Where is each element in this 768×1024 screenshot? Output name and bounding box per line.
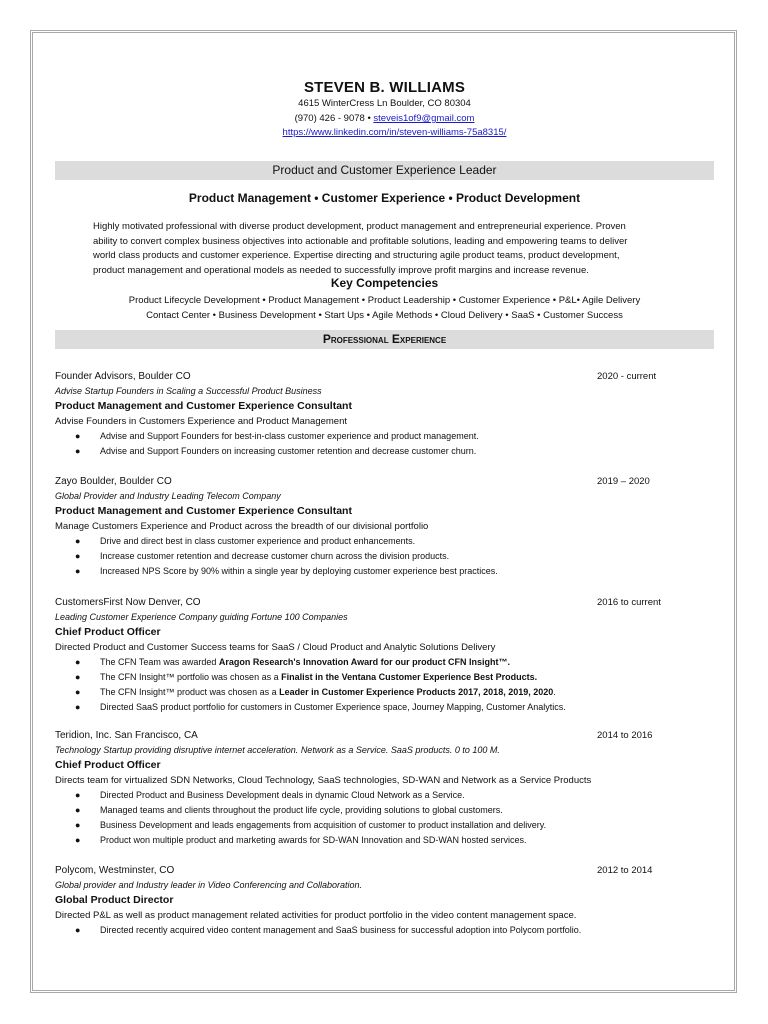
bullet-text: Increased NPS Score by 90% within a single year by deploying customer experience best practices.	[100, 566, 498, 576]
bullet-icon: ●	[75, 536, 81, 546]
bullet-item	[55, 670, 715, 685]
job-title: Product Management and Customer Experience Consultant	[55, 505, 352, 517]
bullet-item	[55, 685, 715, 700]
job-dates: 2012 to 2014	[597, 865, 653, 876]
contact-line	[55, 113, 714, 124]
bullet-highlight: Aragon Research's Innovation Award for our product CFN Insight™.	[218, 657, 511, 667]
job-dates: 2014 to 2016	[597, 730, 653, 741]
bullet-item	[55, 549, 715, 564]
company-description: Technology Startup providing disruptive internet acceleration. Network as a Service. SaaS products. 0 to 100 M.	[55, 745, 500, 755]
job-entry	[55, 369, 715, 459]
bullet-text: The CFN Insight™ portfolio was chosen as a	[100, 672, 282, 682]
bullet-text: Business Development and leads engagements from acquisition of customer to product installation and delivery.	[100, 820, 547, 830]
competencies-line: Contact Center • Business Development • Start Ups • Agile Methods • Cloud Delivery • SaaS • Customer Success	[146, 310, 623, 321]
job-summary: Manage Customers Experience and Product across the breadth of our divisional portfolio	[55, 521, 429, 532]
bullet-text: Directed SaaS product portfolio for customers in Customer Experience space, Journey Mapping, Customer Analytics.	[100, 702, 566, 712]
bullet-icon: ●	[75, 805, 81, 815]
job-title: Chief Product Officer	[55, 626, 161, 638]
bullet-icon: ●	[75, 790, 81, 800]
bullet-item	[55, 818, 715, 833]
job-dates: 2019 – 2020	[597, 476, 650, 487]
linkedin-line	[55, 127, 724, 138]
job-title: Global Product Director	[55, 894, 174, 906]
bullet-text: .	[553, 687, 556, 697]
bullet-text: Product won multiple product and marketing awards for SD-WAN Innovation and SD-WAN hosted services.	[100, 835, 527, 845]
job-title: Product Management and Customer Experience Consultant	[55, 400, 352, 412]
bullet-icon: ●	[75, 687, 81, 697]
summary-line: world class products and customer experience. Expertise directing and structuring agile product teams, product development,	[93, 250, 620, 261]
summary-line: ability to convert complex business objectives into actionable and profitable solutions, leading and empowering teams to deliver	[93, 235, 628, 247]
bullet-text: Increase customer retention and decrease customer churn across the division products.	[100, 551, 450, 561]
job-dates: 2016 to current	[597, 597, 661, 608]
bullet-highlight: Leader in Customer Experience Products 2017, 2018, 2019, 2020	[279, 687, 554, 697]
company-name: Teridion, Inc. San Francisco, CA	[55, 730, 198, 741]
job-entry	[55, 595, 715, 715]
job-summary: Directed P&L as well as product management related activities for product portfolio in the video content management space.	[55, 910, 577, 921]
bullet-item	[55, 700, 715, 715]
bullet-item	[55, 833, 715, 848]
competencies-title: Key Competencies	[330, 276, 439, 290]
bullet-text: Managed teams and clients throughout the product life cycle, providing solutions to global customers.	[100, 805, 503, 815]
bullet-text: The CFN Insight™ product was chosen as a	[100, 687, 280, 697]
job-title: Chief Product Officer	[55, 759, 161, 771]
job-dates: 2020 - current	[597, 371, 657, 382]
bullet-item	[55, 534, 715, 549]
experience-section-bar: Professional Experience	[55, 330, 714, 349]
summary-line: product management and operational models as needed to successfully improve profit margins and increase revenue.	[93, 264, 589, 276]
bullet-item	[55, 788, 715, 803]
summary-line: Highly motivated professional with diverse product development, product management and entrepreneurial experience. Proven	[93, 221, 626, 232]
job-entry	[55, 728, 715, 848]
company-name: Zayo Boulder, Boulder CO	[55, 476, 172, 487]
linkedin-link[interactable]: https://www.linkedin.com/in/steven-williams-75a8315/	[282, 127, 507, 138]
competencies-line: Product Lifecycle Development • Product Management • Product Leadership • Customer Experience • P&L• Agile Delivery	[128, 295, 641, 306]
bullet-icon: ●	[75, 820, 81, 830]
job-summary: Directs team for virtualized SDN Networks, Cloud Technology, SaaS technologies, SD-WAN and Network as a Service Products	[55, 775, 592, 786]
bullet-text: The CFN Team was awarded	[100, 657, 219, 667]
company-name: Polycom, Westminster, CO	[55, 865, 175, 876]
bullet-icon: ●	[75, 566, 81, 576]
company-description: Leading Customer Experience Company guiding Fortune 100 Companies	[55, 612, 348, 622]
job-entry	[55, 474, 715, 579]
job-bullets	[55, 655, 715, 715]
job-bullets	[55, 923, 715, 938]
bullet-item	[55, 564, 715, 579]
bullet-item	[55, 429, 715, 444]
bullet-text: Directed Product and Business Development deals in dynamic Cloud Network as a Service.	[100, 790, 465, 800]
candidate-name: STEVEN B. WILLIAMS	[303, 79, 466, 96]
bullet-item	[55, 923, 715, 938]
bullet-icon: ●	[75, 925, 81, 935]
bullet-icon: ●	[75, 551, 81, 561]
address: 4615 WinterCress Ln Boulder, CO 80304	[298, 98, 471, 109]
phone: (970) 426 - 9078 •	[294, 113, 371, 124]
job-entry	[55, 863, 715, 938]
subheadline: Product Management • Customer Experience • Product Development	[188, 191, 581, 205]
job-summary: Advise Founders in Customers Experience and Product Management	[55, 416, 348, 427]
summary-paragraph	[93, 220, 703, 278]
bullet-icon: ●	[75, 431, 81, 441]
company-description: Advise Startup Founders in Scaling a Successful Product Business	[55, 386, 322, 396]
bullet-text: Advise and Support Founders for best-in-class customer experience and product management.	[100, 431, 479, 441]
job-bullets	[55, 429, 715, 459]
company-description: Global provider and Industry leader in Video Conferencing and Collaboration.	[55, 880, 363, 890]
headline-bar: Product and Customer Experience Leader	[55, 161, 714, 180]
email-link[interactable]: steveis1of9@gmail.com	[373, 113, 475, 124]
bullet-item	[55, 444, 715, 459]
bullet-text: Drive and direct best in class customer experience and product enhancements.	[100, 536, 416, 546]
bullet-text: Directed recently acquired video content management and SaaS business for successful adoption into Polycom portfolio.	[100, 925, 582, 935]
bullet-icon: ●	[75, 835, 81, 845]
bullet-icon: ●	[75, 672, 81, 682]
bullet-item	[55, 803, 715, 818]
company-name: CustomersFirst Now Denver, CO	[55, 597, 201, 608]
company-name: Founder Advisors, Boulder CO	[55, 371, 191, 382]
bullet-icon: ●	[75, 702, 81, 712]
job-bullets	[55, 534, 715, 579]
bullet-icon: ●	[75, 657, 81, 667]
bullet-icon: ●	[75, 446, 81, 456]
bullet-highlight: Finalist in the Ventana Customer Experience Best Products.	[281, 672, 538, 682]
bullet-item	[55, 655, 715, 670]
bullet-text: Advise and Support Founders on increasing customer retention and decrease customer churn.	[100, 446, 477, 456]
job-bullets	[55, 788, 715, 848]
company-description: Global Provider and Industry Leading Telecom Company	[55, 491, 281, 501]
job-summary: Directed Product and Customer Success teams for SaaS / Cloud Product and Analytic Solutions Delivery	[55, 642, 496, 653]
